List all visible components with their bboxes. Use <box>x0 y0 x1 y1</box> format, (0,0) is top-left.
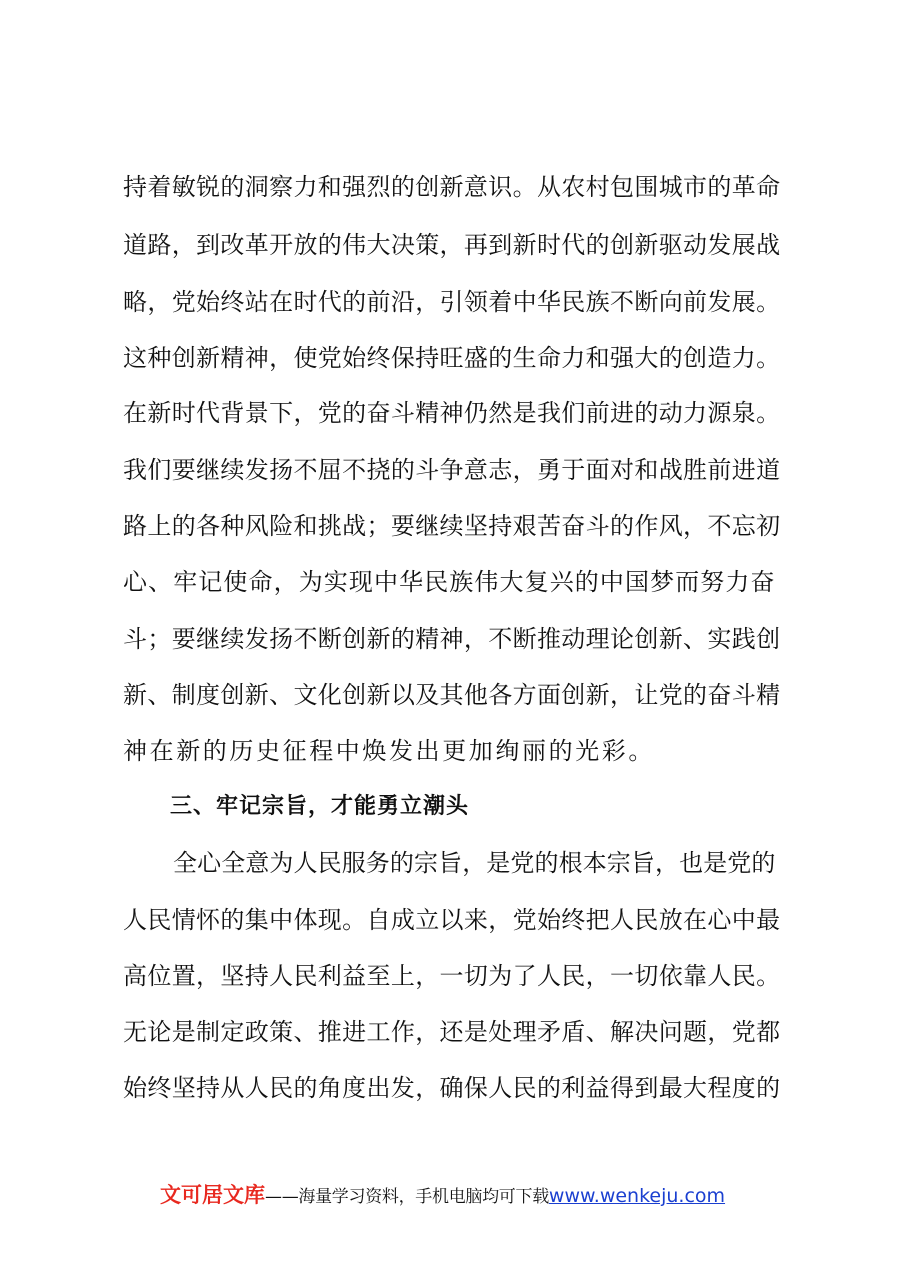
paragraph-line: 斗；要继续发扬不断创新的精神，不断推动理论创新、实践创 <box>123 625 781 653</box>
paragraph-line: 心、牢记使命，为实现中华民族伟大复兴的中国梦而努力奋 <box>123 568 776 596</box>
paragraph-line: 人民情怀的集中体现。自成立以来，党始终把人民放在心中最 <box>123 906 781 934</box>
paragraph-line: 全心全意为人民服务的宗旨，是党的根本宗旨，也是党的 <box>173 849 776 877</box>
paragraph-line: 无论是制定政策、推进工作，还是处理矛盾、解决问题，党都 <box>123 1018 781 1046</box>
footer-description: ——海量学习资料，手机电脑均可下载 <box>265 1187 549 1207</box>
paragraph-line: 高位置，坚持人民利益至上，一切为了人民，一切依靠人民。 <box>123 962 781 990</box>
paragraph-line: 新、制度创新、文化创新以及其他各方面创新，让党的奋斗精 <box>123 681 781 709</box>
paragraph-line: 我们要继续发扬不屈不挠的斗争意志，勇于面对和战胜前进道 <box>123 456 781 484</box>
paragraph-line: 路上的各种风险和挑战；要继续坚持艰苦奋斗的作风，不忘初 <box>123 512 781 540</box>
footer <box>160 1180 725 1212</box>
footer-website-link[interactable]: www.wenkeju.com <box>548 1185 726 1207</box>
paragraph-line: 持着敏锐的洞察力和强烈的创新意识。从农村包围城市的革命 <box>123 173 781 201</box>
paragraph-line: 略，党始终站在时代的前沿，引领着中华民族不断向前发展。 <box>123 288 781 316</box>
paragraph-line: 在新时代背景下，党的奋斗精神仍然是我们前进的动力源泉。 <box>123 399 781 427</box>
footer-brand: 文可居文库 <box>160 1183 265 1207</box>
paragraph-line: 道路，到改革开放的伟大决策，再到新时代的创新驱动发展战 <box>123 231 781 259</box>
paragraph-line: 始终坚持从人民的角度出发，确保人民的利益得到最大程度的 <box>123 1074 781 1102</box>
paragraph-line: 这种创新精神，使党始终保持旺盛的生命力和强大的创造力。 <box>123 344 781 372</box>
section-heading: 三、牢记宗旨，才能勇立潮头 <box>170 794 470 819</box>
paragraph-line: 神在新的历史征程中焕发出更加绚丽的光彩。 <box>123 737 655 765</box>
